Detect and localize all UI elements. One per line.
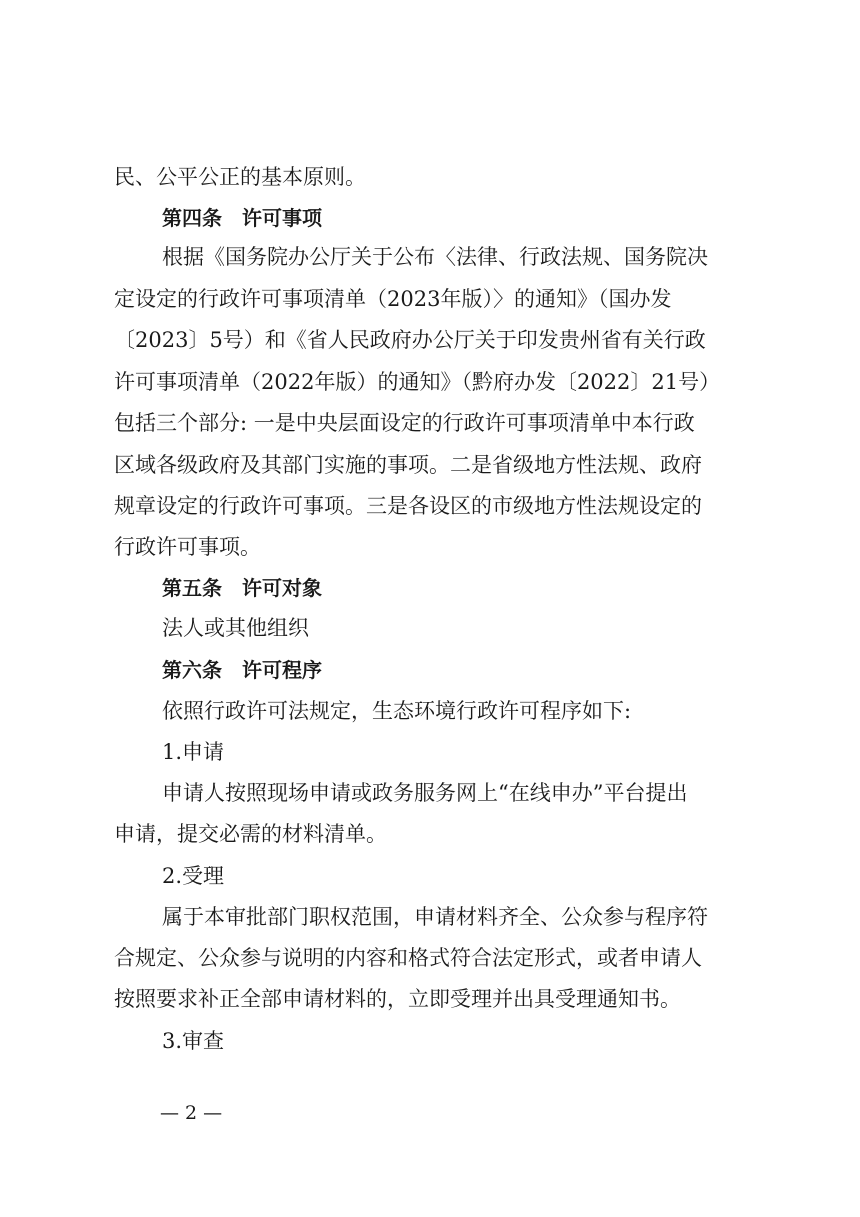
paragraph-line: 法人或其他组织: [162, 616, 309, 640]
article-heading: 第六条 许可程序: [162, 658, 322, 682]
paragraph-line: 定设定的行政许可事项清单（2023年版）〉的通知》（国办发: [114, 287, 672, 311]
paragraph-line: 规章设定的行政许可事项。三是各设区的市级地方性法规设定的: [114, 494, 702, 518]
article-heading: 第五条 许可对象: [162, 576, 322, 600]
paragraph-line: 根据《国务院办公厅关于公布〈法律、行政法规、国务院决: [162, 245, 708, 269]
paragraph-line: 民、公平公正的基本原则。: [114, 165, 366, 189]
paragraph-line: 依照行政许可法规定，生态环境行政许可程序如下:: [162, 699, 632, 723]
paragraph-line: 许可事项清单（2022年版）的通知》（黔府办发〔2022〕21号）: [114, 370, 721, 394]
procedure-step-label: 2.受理: [162, 864, 225, 888]
article-heading: 第四条 许可事项: [162, 206, 322, 230]
procedure-step-label: 1.申请: [162, 740, 225, 764]
procedure-step-label: 3.审查: [162, 1029, 225, 1053]
paragraph-line: 〔2023〕5号）和《省人民政府办公厅关于印发贵州省有关行政: [114, 328, 706, 352]
paragraph-line: 申请，提交必需的材料清单。: [114, 822, 387, 846]
paragraph-line: 申请人按照现场申请或政务服务网上“在线申办”平台提出: [162, 781, 688, 805]
page-number: — 2 —: [160, 1102, 223, 1124]
paragraph-line: 属于本审批部门职权范围，申请材料齐全、公众参与程序符: [162, 905, 708, 929]
paragraph-line: 行政许可事项。: [114, 535, 261, 559]
paragraph-line: 区域各级政府及其部门实施的事项。二是省级地方性法规、政府: [114, 453, 702, 477]
paragraph-line: 按照要求补正全部申请材料的，立即受理并出具受理通知书。: [114, 987, 681, 1011]
paragraph-line: 合规定、公众参与说明的内容和格式符合法定形式，或者申请人: [114, 946, 702, 970]
paragraph-line: 包括三个部分: 一是中央层面设定的行政许可事项清单中本行政: [114, 411, 695, 435]
